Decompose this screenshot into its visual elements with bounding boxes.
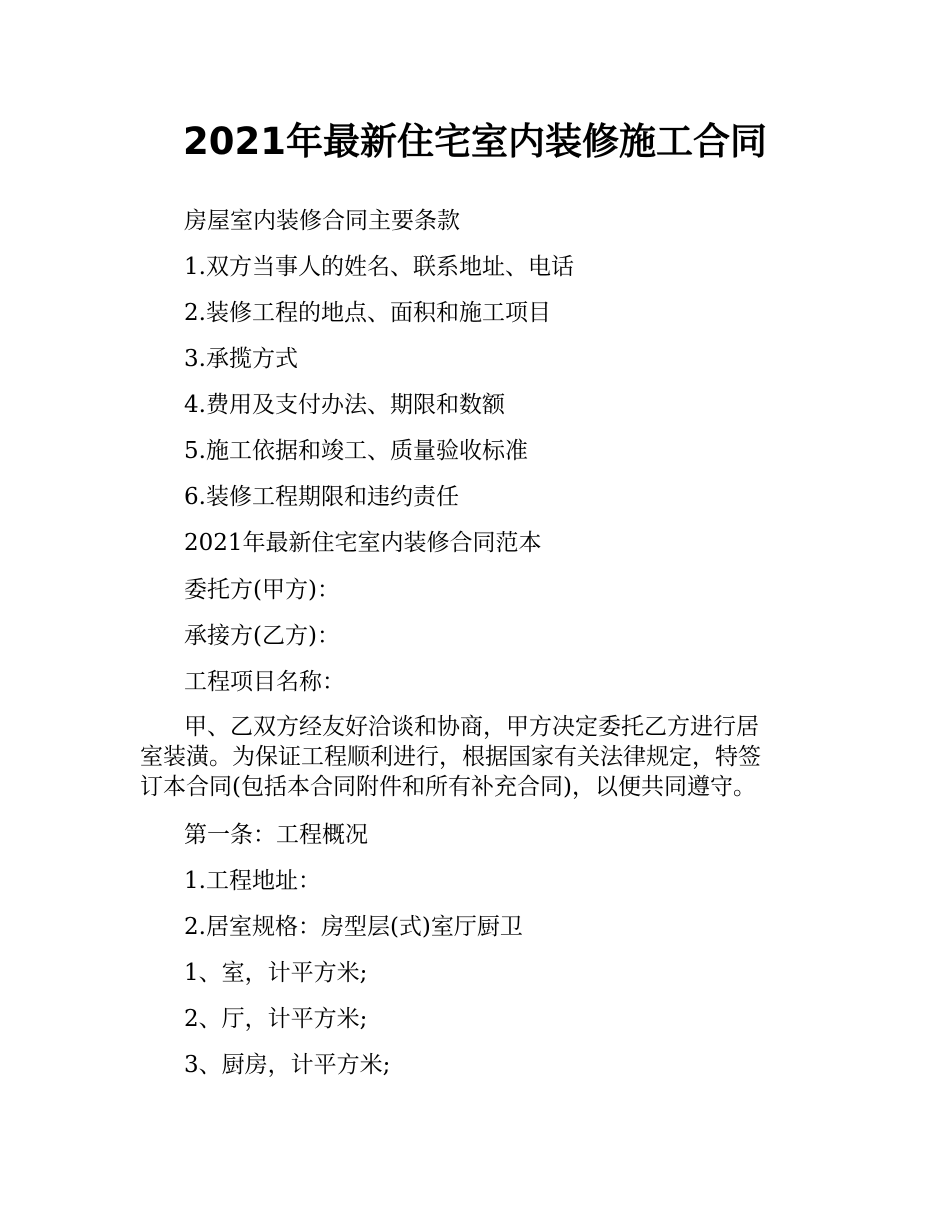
paragraph-term-4: 4.费用及支付办法、期限和数额 [184, 392, 505, 418]
paragraph-template-title: 2021年最新住宅室内装修合同范本 [184, 530, 542, 556]
paragraph-term-1: 1.双方当事人的姓名、联系地址、电话 [184, 254, 574, 280]
paragraph-term-5: 5.施工依据和竣工、质量验收标准 [184, 438, 528, 464]
paragraph-term-2: 2.装修工程的地点、面积和施工项目 [184, 300, 551, 326]
intro-paragraph [140, 712, 830, 802]
paragraph-term-3: 3.承揽方式 [184, 346, 298, 372]
intro-line: 甲、乙双方经友好洽谈和协商，甲方决定委托乙方进行居 [184, 714, 759, 740]
clause-1-room: 1、室，计平方米; [184, 960, 368, 986]
clause-1-heading: 第一条：工程概况 [184, 822, 368, 848]
clause-1-kitchen: 3、厨房，计平方米; [184, 1052, 391, 1078]
paragraph-main-terms: 房屋室内装修合同主要条款 [184, 208, 460, 234]
paragraph-project-name: 工程项目名称： [184, 669, 345, 695]
clause-1-address: 1.工程地址： [184, 868, 321, 894]
intro-line: 订本合同(包括本合同附件和所有补充合同)，以便共同遵守。 [140, 774, 756, 800]
clause-1-room-spec: 2.居室规格：房型层(式)室厅厨卫 [184, 914, 523, 940]
intro-line: 室装潢。为保证工程顺利进行，根据国家有关法律规定，特签 [140, 744, 761, 770]
clause-1-hall: 2、厅，计平方米; [184, 1006, 368, 1032]
paragraph-party-a: 委托方(甲方)： [184, 577, 340, 603]
paragraph-party-b: 承接方(乙方)： [184, 623, 340, 649]
document-title: 2021年最新住宅室内装修施工合同 [183, 120, 767, 163]
paragraph-term-6: 6.装修工程期限和违约责任 [184, 484, 459, 510]
